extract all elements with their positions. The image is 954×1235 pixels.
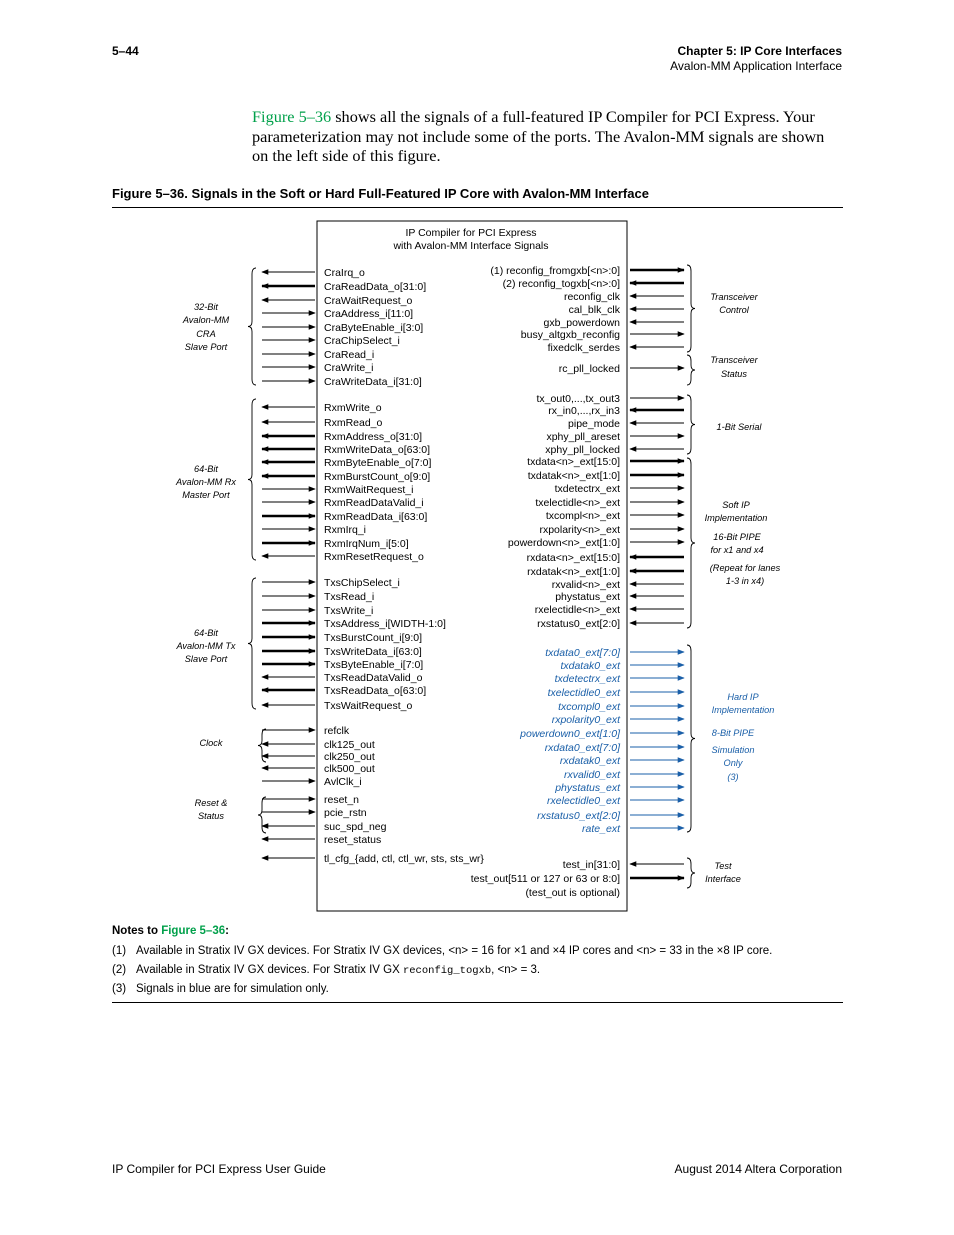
right-group-label-0: Control xyxy=(719,305,749,315)
right-brace-5 xyxy=(687,858,695,888)
right-group-label-0: Transceiver xyxy=(710,292,758,302)
signal-crabyteenable-i-3-0: CraByteEnable_i[3:0] xyxy=(324,322,424,334)
right-group-label-1: Transceiver xyxy=(710,355,758,365)
right-group-label-2: 1-Bit Serial xyxy=(716,422,762,432)
signal-rate-ext: rate_ext xyxy=(582,823,620,835)
signal-txswritedata-i-63-0: TxsWriteData_i[63:0] xyxy=(324,646,422,658)
signal-rxdata0-ext-7-0: rxdata0_ext[7:0] xyxy=(544,742,620,754)
signal-txdata0-ext-7-0: txdata0_ext[7:0] xyxy=(545,647,620,659)
signal-txsreaddatavalid-o: TxsReadDataValid_o xyxy=(324,672,423,684)
section-title: Avalon-MM Application Interface xyxy=(670,59,842,73)
signal-crareaddata-o-31-0: CraReadData_o[31:0] xyxy=(324,281,427,293)
right-group-label-4: for x1 and x4 xyxy=(710,545,764,555)
right-group-label-5: 1-3 in x4) xyxy=(725,576,765,586)
left-group-label-2: 64-Bit xyxy=(193,628,219,638)
signal-crairq-o: CraIrq_o xyxy=(324,267,365,279)
signal-rxstatus0-ext-2-0: rxstatus0_ext[2:0] xyxy=(537,618,620,630)
right-group-label-6: Implementation xyxy=(711,705,775,715)
signal-tl-cfg-add-ctl-ctl-wr-sts-sts-wr: tl_cfg_{add, ctl, ctl_wr, sts, sts_wr} xyxy=(324,853,484,865)
right-brace-0 xyxy=(687,265,695,352)
signal-avlclk-i: AvlClk_i xyxy=(324,776,362,788)
signal-busy-altgxb-reconfig: busy_altgxb_reconfig xyxy=(520,329,620,341)
right-brace-3 xyxy=(687,458,695,628)
left-group-label-4: Status xyxy=(197,811,225,821)
signal-txcompl-n-ext: txcompl<n>_ext xyxy=(545,510,620,522)
intro-text: shows all the signals of a full-featured IP Compiler for PCI Express. Your parameterization may not include some of the ports. The Avalon-MM signals are shown on the left side of this figure. xyxy=(252,107,825,165)
signal-txdetectrx-ext: txdetectrx_ext xyxy=(554,483,620,495)
left-group-label-0: CRA xyxy=(196,329,216,339)
right-group-label-9: Interface xyxy=(705,874,741,884)
core-subtitle: with Avalon-MM Interface Signals xyxy=(393,240,549,252)
signal-rxdata-n-ext-15-0: rxdata<n>_ext[15:0] xyxy=(526,552,620,564)
signal-txsreaddata-o-63-0: TxsReadData_o[63:0] xyxy=(324,685,427,697)
signal-txsburstcount-i-9-0: TxsBurstCount_i[9:0] xyxy=(324,632,423,644)
signal-phystatus-ext: phystatus_ext xyxy=(555,782,620,794)
signal-rxmburstcount-o-9-0: RxmBurstCount_o[9:0] xyxy=(324,471,431,483)
footer-date-company: August 2014 Altera Corporation xyxy=(674,1162,842,1176)
note-1: (1) Available in Stratix IV GX devices. For Stratix IV GX devices, <n> = 16 for ×1 and ×4 IP cores and <n> = 33 in the ×8 IP core. xyxy=(112,945,773,957)
signal-rxmread-o: RxmRead_o xyxy=(324,417,383,429)
signal-reconfig-clk: reconfig_clk xyxy=(563,291,620,303)
right-brace-1 xyxy=(687,355,695,385)
left-brace-0 xyxy=(248,268,256,385)
core-title: IP Compiler for PCI Express xyxy=(405,227,537,239)
signal-rxstatus0-ext-2-0: rxstatus0_ext[2:0] xyxy=(537,810,620,822)
signal-rxmaddress-o-31-0: RxmAddress_o[31:0] xyxy=(324,431,423,443)
signal-xphy-pll-locked: xphy_pll_locked xyxy=(545,444,620,456)
signal-pipe-mode: pipe_mode xyxy=(568,418,620,430)
signal-txschipselect-i: TxsChipSelect_i xyxy=(324,577,400,589)
signal-txswaitrequest-o: TxsWaitRequest_o xyxy=(324,700,413,712)
notes-figure-link[interactable]: Figure 5–36 xyxy=(161,925,226,937)
signal-rxpolarity0-ext: rxpolarity0_ext xyxy=(551,714,620,726)
signal-pcie-rstn: pcie_rstn xyxy=(324,807,367,819)
signal-crawritedata-i-31-0: CraWriteData_i[31:0] xyxy=(324,376,422,388)
left-group-label-2: Slave Port xyxy=(184,654,228,664)
signal-rxvalid-n-ext: rxvalid<n>_ext xyxy=(551,579,620,591)
right-group-label-8: (3) xyxy=(727,772,739,782)
footer-doc-title: IP Compiler for PCI Express User Guide xyxy=(112,1162,326,1176)
signal-rxmresetrequest-o: RxmResetRequest_o xyxy=(324,551,424,563)
signal-2-reconfig-togxb-n-0: (2) reconfig_togxb[<n>:0] xyxy=(502,278,620,290)
signal-rxmwrite-o: RxmWrite_o xyxy=(324,402,382,414)
signal-txdatak0-ext: txdatak0_ext xyxy=(560,660,620,672)
signal-powerdown0-ext-1-0: powerdown0_ext[1:0] xyxy=(520,728,620,740)
signal-txdata-n-ext-15-0: txdata<n>_ext[15:0] xyxy=(527,456,620,468)
right-group-label-1: Status xyxy=(720,369,748,379)
left-group-label-0: 32-Bit xyxy=(193,302,219,312)
right-group-label-7: 8-Bit PIPE xyxy=(711,728,755,738)
right-group-label-8: Simulation xyxy=(711,745,755,755)
signal-crachipselect-i: CraChipSelect_i xyxy=(324,335,400,347)
left-brace-4 xyxy=(258,797,266,833)
left-brace-1 xyxy=(248,399,256,560)
signal-test-out-511-or-127-or-63-or-8-0: test_out[511 or 127 or 63 or 8:0] xyxy=(470,873,620,885)
page-number: 5–44 xyxy=(112,44,139,58)
signal-txswrite-i: TxsWrite_i xyxy=(324,605,374,617)
signal-txsbyteenable-i-7-0: TxsByteEnable_i[7:0] xyxy=(324,659,424,671)
signal-txelectidle0-ext: txelectidle0_ext xyxy=(547,687,620,699)
signal-rxmwritedata-o-63-0: RxmWriteData_o[63:0] xyxy=(324,444,431,456)
left-group-label-0: Slave Port xyxy=(184,342,228,352)
signal-rxmwaitrequest-i: RxmWaitRequest_i xyxy=(324,484,414,496)
signal-crawrite-i: CraWrite_i xyxy=(324,362,374,374)
right-group-label-3: Implementation xyxy=(704,513,768,523)
signal-phystatus-ext: phystatus_ext xyxy=(555,591,620,603)
signal-rxmreaddata-i-63-0: RxmReadData_i[63:0] xyxy=(324,511,428,523)
left-group-label-1: 64-Bit xyxy=(193,464,219,474)
signal-txsread-i: TxsRead_i xyxy=(324,591,375,603)
signal-rxmirq-i: RxmIrq_i xyxy=(324,524,367,536)
notes-heading: Notes to Figure 5–36: xyxy=(112,925,229,937)
signal-refclk: refclk xyxy=(324,725,350,737)
signal-rxelectidle0-ext: rxelectidle0_ext xyxy=(547,795,620,807)
right-group-label-8: Only xyxy=(723,758,743,768)
signal-rxmbyteenable-o-7-0: RxmByteEnable_o[7:0] xyxy=(324,457,432,469)
signal-rxmirqnum-i-5-0: RxmIrqNum_i[5:0] xyxy=(324,538,409,550)
signal-clk500-out: clk500_out xyxy=(324,763,375,775)
left-group-label-4: Reset & xyxy=(194,798,228,808)
right-group-label-6: Hard IP xyxy=(727,692,759,702)
signal-crawaitrequest-o: CraWaitRequest_o xyxy=(324,295,413,307)
left-brace-3 xyxy=(258,729,266,762)
signal-craaddress-i-11-0: CraAddress_i[11:0] xyxy=(324,308,414,320)
right-group-label-4: 16-Bit PIPE xyxy=(713,532,761,542)
signal-txcompl0-ext: txcompl0_ext xyxy=(558,701,620,713)
signal-gxb-powerdown: gxb_powerdown xyxy=(543,317,620,329)
signal-txdatak-n-ext-1-0: txdatak<n>_ext[1:0] xyxy=(527,470,620,482)
signal-xphy-pll-areset: xphy_pll_areset xyxy=(546,431,620,443)
signal-test-in-31-0: test_in[31:0] xyxy=(562,859,620,871)
signal-test-out-is-optional: (test_out is optional) xyxy=(525,887,620,899)
note-2: (2) Available in Stratix IV GX devices. For Stratix IV GX reconfig_togxb, <n> = 3. xyxy=(112,964,541,977)
signal-rc-pll-locked: rc_pll_locked xyxy=(558,363,620,375)
signal-cal-blk-clk: cal_blk_clk xyxy=(568,304,620,316)
signal-clk125-out: clk125_out xyxy=(324,739,375,751)
notes-bottom-rule xyxy=(112,1002,843,1003)
signal-reset-n: reset_n xyxy=(324,794,360,806)
right-group-label-9: Test xyxy=(714,861,732,871)
signal-rx-in0-rx-in3: rx_in0,...,rx_in3 xyxy=(548,405,620,417)
right-group-label-3: Soft IP xyxy=(722,500,750,510)
left-brace-2 xyxy=(248,578,256,709)
signal-rxpolarity-n-ext: rxpolarity<n>_ext xyxy=(539,524,620,536)
note-3: (3) Signals in blue are for simulation only. xyxy=(112,983,329,995)
right-brace-4 xyxy=(687,645,695,832)
left-group-label-3: Clock xyxy=(199,738,223,748)
figure-title: Figure 5–36. Signals in the Soft or Hard Full-Featured IP Core with Avalon-MM Interface xyxy=(112,186,649,201)
left-group-label-2: Avalon-MM Tx xyxy=(176,641,236,651)
signal-fixedclk-serdes: fixedclk_serdes xyxy=(547,342,620,354)
signal-clk250-out: clk250_out xyxy=(324,751,375,763)
figure-link[interactable]: Figure 5–36 xyxy=(252,107,332,126)
signal-rxdatak0-ext: rxdatak0_ext xyxy=(559,755,620,767)
signal-suc-spd-neg: suc_spd_neg xyxy=(324,821,387,833)
signal-txsaddress-i-width-1-0: TxsAddress_i[WIDTH-1:0] xyxy=(324,618,446,630)
signal-rxelectidle-n-ext: rxelectidle<n>_ext xyxy=(534,604,620,616)
signal-powerdown-n-ext-1-0: powerdown<n>_ext[1:0] xyxy=(507,537,620,549)
chapter-title: Chapter 5: IP Core Interfaces xyxy=(677,44,842,58)
right-brace-2 xyxy=(687,395,695,454)
right-group-label-5: (Repeat for lanes xyxy=(709,563,781,573)
left-group-label-1: Avalon-MM Rx xyxy=(175,477,237,487)
signal-reset-status: reset_status xyxy=(324,834,382,846)
signal-tx-out0-tx-out3: tx_out0,...,tx_out3 xyxy=(536,393,620,405)
signal-txdetectrx-ext: txdetectrx_ext xyxy=(554,673,620,685)
signal-txelectidle-n-ext: txelectidle<n>_ext xyxy=(535,497,620,509)
left-group-label-1: Master Port xyxy=(182,490,230,500)
signal-rxmreaddatavalid-i: RxmReadDataValid_i xyxy=(324,497,424,509)
left-group-label-0: Avalon-MM xyxy=(182,315,230,325)
signal-craread-i: CraRead_i xyxy=(324,349,375,361)
signal-rxdatak-n-ext-1-0: rxdatak<n>_ext[1:0] xyxy=(527,566,620,578)
signal-1-reconfig-fromgxb-n-0: (1) reconfig_fromgxb[<n>:0] xyxy=(490,265,620,277)
signal-rxvalid0-ext: rxvalid0_ext xyxy=(563,769,620,781)
